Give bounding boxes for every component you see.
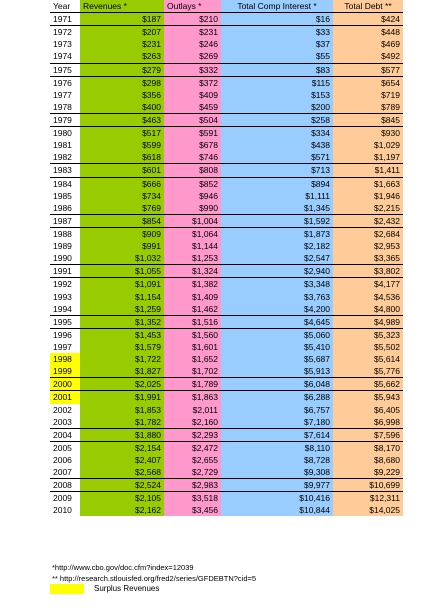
cell-interest: $7,614 [221, 428, 333, 441]
cell-revenues: $207 [80, 26, 164, 39]
cell-outlays: $504 [164, 113, 221, 126]
cell-year: 1997 [50, 341, 80, 353]
header-interest: Total Comp Interest * [221, 0, 333, 13]
table-row [50, 328, 403, 341]
table-row [50, 404, 403, 416]
cell-outlays: $269 [164, 50, 221, 63]
table-row [50, 26, 403, 39]
table-row [50, 190, 403, 202]
legend [50, 583, 250, 595]
cell-debt: $1,411 [333, 164, 403, 177]
table-row [50, 441, 403, 454]
table-row [50, 127, 403, 140]
cell-debt: $3,365 [333, 252, 403, 265]
cell-revenues: $601 [80, 164, 164, 177]
cell-interest: $3,348 [221, 278, 333, 291]
cell-interest: $37 [221, 38, 333, 50]
cell-debt: $2,215 [333, 202, 403, 215]
table-row [50, 291, 403, 303]
table-row [50, 416, 403, 429]
table-row [50, 479, 403, 492]
table-row [50, 76, 403, 89]
cell-debt: $577 [333, 63, 403, 76]
cell-revenues: $769 [80, 202, 164, 215]
cell-debt: $5,502 [333, 341, 403, 353]
cell-outlays: $1,789 [164, 378, 221, 391]
cell-revenues: $1,722 [80, 353, 164, 365]
table-row [50, 101, 403, 114]
cell-outlays: $210 [164, 13, 221, 26]
cell-year: 2006 [50, 454, 80, 466]
cell-outlays: $2,011 [164, 404, 221, 416]
cell-outlays: $2,472 [164, 441, 221, 454]
table-row [50, 240, 403, 252]
cell-revenues: $1,880 [80, 428, 164, 441]
cell-interest: $9,308 [221, 466, 333, 479]
cell-revenues: $734 [80, 190, 164, 202]
table-row [50, 13, 403, 26]
cell-outlays: $2,293 [164, 428, 221, 441]
cell-outlays: $1,004 [164, 214, 221, 227]
cell-debt: $5,776 [333, 365, 403, 378]
cell-outlays: $332 [164, 63, 221, 76]
cell-debt: $5,662 [333, 378, 403, 391]
cell-revenues: $187 [80, 13, 164, 26]
cell-outlays: $678 [164, 139, 221, 151]
cell-year: 1972 [50, 26, 80, 39]
cell-debt: $1,029 [333, 139, 403, 151]
cell-debt: $2,684 [333, 227, 403, 240]
cell-debt: $9,229 [333, 466, 403, 479]
cell-interest: $5,913 [221, 365, 333, 378]
table-row [50, 303, 403, 316]
cell-interest: $6,048 [221, 378, 333, 391]
cell-revenues: $231 [80, 38, 164, 50]
table-row [50, 265, 403, 278]
cell-debt: $14,025 [333, 504, 403, 516]
cell-debt: $3,802 [333, 265, 403, 278]
cell-outlays: $459 [164, 101, 221, 114]
cell-year: 1986 [50, 202, 80, 215]
cell-outlays: $808 [164, 164, 221, 177]
cell-interest: $153 [221, 89, 333, 101]
cell-year: 2007 [50, 466, 80, 479]
cell-year: 2008 [50, 479, 80, 492]
table-row [50, 202, 403, 215]
cell-year: 1975 [50, 63, 80, 76]
cell-debt: $7,596 [333, 428, 403, 441]
cell-year: 2003 [50, 416, 80, 429]
cell-outlays: $1,253 [164, 252, 221, 265]
cell-year: 1985 [50, 190, 80, 202]
cell-year: 2009 [50, 492, 80, 505]
cell-outlays: $1,560 [164, 328, 221, 341]
cell-debt: $930 [333, 127, 403, 140]
cell-year: 1978 [50, 101, 80, 114]
cell-debt: $2,953 [333, 240, 403, 252]
table-row [50, 151, 403, 164]
legend-label: Surplus Revenues [94, 584, 160, 593]
cell-year: 1976 [50, 76, 80, 89]
cell-outlays: $1,652 [164, 353, 221, 365]
cell-interest: $571 [221, 151, 333, 164]
table-row [50, 214, 403, 227]
cell-revenues: $1,032 [80, 252, 164, 265]
legend-swatch [50, 584, 84, 594]
cell-outlays: $409 [164, 89, 221, 101]
cell-revenues: $2,105 [80, 492, 164, 505]
cell-year: 1989 [50, 240, 80, 252]
cell-year: 1996 [50, 328, 80, 341]
header-debt: Total Debt ** [333, 0, 403, 13]
cell-revenues: $400 [80, 101, 164, 114]
cell-revenues: $356 [80, 89, 164, 101]
cell-interest: $7,180 [221, 416, 333, 429]
cell-interest: $6,757 [221, 404, 333, 416]
cell-year: 1988 [50, 227, 80, 240]
cell-year: 1984 [50, 177, 80, 190]
cell-year: 1980 [50, 127, 80, 140]
cell-revenues: $2,154 [80, 441, 164, 454]
footnotes [52, 562, 256, 584]
table-row [50, 492, 403, 505]
cell-interest: $16 [221, 13, 333, 26]
cell-interest: $894 [221, 177, 333, 190]
cell-debt: $6,405 [333, 404, 403, 416]
cell-revenues: $666 [80, 177, 164, 190]
header-revenues: Revenues * [80, 0, 164, 13]
cell-debt: $6,998 [333, 416, 403, 429]
cell-revenues: $1,991 [80, 391, 164, 404]
cell-revenues: $298 [80, 76, 164, 89]
cell-year: 1995 [50, 315, 80, 328]
cell-debt: $8,680 [333, 454, 403, 466]
cell-year: 1990 [50, 252, 80, 265]
cell-outlays: $246 [164, 38, 221, 50]
cell-year: 2001 [50, 391, 80, 404]
cell-year: 1992 [50, 278, 80, 291]
cell-year: 2002 [50, 404, 80, 416]
cell-debt: $469 [333, 38, 403, 50]
cell-outlays: $3,456 [164, 504, 221, 516]
cell-revenues: $1,091 [80, 278, 164, 291]
cell-revenues: $463 [80, 113, 164, 126]
cell-revenues: $263 [80, 50, 164, 63]
table-row [50, 341, 403, 353]
cell-outlays: $1,144 [164, 240, 221, 252]
cell-debt: $789 [333, 101, 403, 114]
cell-outlays: $852 [164, 177, 221, 190]
cell-interest: $8,728 [221, 454, 333, 466]
cell-outlays: $1,863 [164, 391, 221, 404]
cell-outlays: $2,160 [164, 416, 221, 429]
cell-interest: $1,873 [221, 227, 333, 240]
cell-year: 1998 [50, 353, 80, 365]
cell-revenues: $1,579 [80, 341, 164, 353]
cell-interest: $5,410 [221, 341, 333, 353]
table-row [50, 466, 403, 479]
cell-interest: $2,547 [221, 252, 333, 265]
cell-debt: $4,989 [333, 315, 403, 328]
cell-year: 1977 [50, 89, 80, 101]
cell-interest: $4,645 [221, 315, 333, 328]
cell-year: 2004 [50, 428, 80, 441]
cell-revenues: $909 [80, 227, 164, 240]
cell-outlays: $2,655 [164, 454, 221, 466]
table-row [50, 391, 403, 404]
table-row [50, 454, 403, 466]
cell-revenues: $2,568 [80, 466, 164, 479]
cell-outlays: $1,702 [164, 365, 221, 378]
cell-debt: $2,432 [333, 214, 403, 227]
cell-debt: $719 [333, 89, 403, 101]
table-row [50, 504, 403, 516]
cell-debt: $8,170 [333, 441, 403, 454]
cell-outlays: $746 [164, 151, 221, 164]
table-body [50, 0, 403, 516]
cell-outlays: $2,729 [164, 466, 221, 479]
cell-revenues: $2,162 [80, 504, 164, 516]
table-row [50, 227, 403, 240]
cell-interest: $5,060 [221, 328, 333, 341]
cell-year: 1991 [50, 265, 80, 278]
cell-outlays: $946 [164, 190, 221, 202]
cell-revenues: $2,025 [80, 378, 164, 391]
cell-debt: $4,177 [333, 278, 403, 291]
table-row [50, 177, 403, 190]
cell-interest: $4,200 [221, 303, 333, 316]
cell-year: 2005 [50, 441, 80, 454]
cell-interest: $83 [221, 63, 333, 76]
cell-outlays: $372 [164, 76, 221, 89]
cell-debt: $10,699 [333, 479, 403, 492]
cell-year: 2000 [50, 378, 80, 391]
cell-year: 1971 [50, 13, 80, 26]
cell-revenues: $2,407 [80, 454, 164, 466]
cell-revenues: $1,453 [80, 328, 164, 341]
cell-debt: $5,943 [333, 391, 403, 404]
cell-year: 1974 [50, 50, 80, 63]
cell-interest: $2,940 [221, 265, 333, 278]
cell-debt: $448 [333, 26, 403, 39]
cell-interest: $6,288 [221, 391, 333, 404]
cell-outlays: $231 [164, 26, 221, 39]
table-row [50, 365, 403, 378]
footnote-cbo: *http://www.cbo.gov/doc.cfm?index=12039 [52, 563, 194, 572]
cell-interest: $1,111 [221, 190, 333, 202]
cell-interest: $200 [221, 101, 333, 114]
cell-interest: $1,345 [221, 202, 333, 215]
header-year: Year [50, 0, 80, 13]
cell-debt: $845 [333, 113, 403, 126]
cell-revenues: $1,853 [80, 404, 164, 416]
cell-revenues: $1,259 [80, 303, 164, 316]
cell-outlays: $1,064 [164, 227, 221, 240]
cell-year: 1973 [50, 38, 80, 50]
cell-debt: $5,323 [333, 328, 403, 341]
cell-revenues: $1,352 [80, 315, 164, 328]
cell-interest: $334 [221, 127, 333, 140]
cell-interest: $10,416 [221, 492, 333, 505]
cell-interest: $3,763 [221, 291, 333, 303]
table-row [50, 428, 403, 441]
cell-outlays: $990 [164, 202, 221, 215]
table-row [50, 50, 403, 63]
table-row [50, 252, 403, 265]
cell-interest: $115 [221, 76, 333, 89]
cell-outlays: $3,518 [164, 492, 221, 505]
table-row [50, 378, 403, 391]
cell-revenues: $1,827 [80, 365, 164, 378]
cell-outlays: $1,409 [164, 291, 221, 303]
cell-revenues: $2,524 [80, 479, 164, 492]
cell-year: 1983 [50, 164, 80, 177]
cell-revenues: $991 [80, 240, 164, 252]
cell-revenues: $854 [80, 214, 164, 227]
cell-outlays: $1,324 [164, 265, 221, 278]
cell-debt: $424 [333, 13, 403, 26]
cell-interest: $713 [221, 164, 333, 177]
cell-revenues: $517 [80, 127, 164, 140]
table-row [50, 89, 403, 101]
cell-year: 1981 [50, 139, 80, 151]
cell-year: 1979 [50, 113, 80, 126]
cell-debt: $12,311 [333, 492, 403, 505]
cell-revenues: $1,782 [80, 416, 164, 429]
table-row [50, 63, 403, 76]
cell-year: 2010 [50, 504, 80, 516]
cell-debt: $1,197 [333, 151, 403, 164]
cell-year: 1999 [50, 365, 80, 378]
cell-interest: $438 [221, 139, 333, 151]
cell-debt: $492 [333, 50, 403, 63]
cell-outlays: $591 [164, 127, 221, 140]
cell-interest: $33 [221, 26, 333, 39]
cell-debt: $654 [333, 76, 403, 89]
cell-outlays: $1,462 [164, 303, 221, 316]
table-row [50, 113, 403, 126]
cell-year: 1987 [50, 214, 80, 227]
header-row [50, 0, 403, 13]
cell-outlays: $1,516 [164, 315, 221, 328]
cell-revenues: $599 [80, 139, 164, 151]
cell-interest: $8,110 [221, 441, 333, 454]
cell-interest: $10,844 [221, 504, 333, 516]
cell-debt: $5,614 [333, 353, 403, 365]
table-row [50, 315, 403, 328]
table-row [50, 139, 403, 151]
cell-outlays: $2,983 [164, 479, 221, 492]
cell-revenues: $1,055 [80, 265, 164, 278]
cell-debt: $1,946 [333, 190, 403, 202]
cell-interest: $1,592 [221, 214, 333, 227]
cell-interest: $9,977 [221, 479, 333, 492]
cell-year: 1993 [50, 291, 80, 303]
cell-debt: $4,536 [333, 291, 403, 303]
cell-outlays: $1,601 [164, 341, 221, 353]
cell-interest: $5,687 [221, 353, 333, 365]
cell-debt: $1,663 [333, 177, 403, 190]
cell-debt: $4,800 [333, 303, 403, 316]
table-row [50, 353, 403, 365]
footnote-fred: ** http://research.stlouisfed.org/fred2/series/GFDEBTN?cid=5 [52, 574, 257, 583]
cell-outlays: $1,382 [164, 278, 221, 291]
cell-revenues: $1,154 [80, 291, 164, 303]
table-row [50, 38, 403, 50]
cell-revenues: $618 [80, 151, 164, 164]
cell-revenues: $279 [80, 63, 164, 76]
budget-table [50, 0, 403, 516]
header-outlays: Outlays * [164, 0, 221, 13]
cell-year: 1994 [50, 303, 80, 316]
table-row [50, 278, 403, 291]
cell-interest: $2,182 [221, 240, 333, 252]
table-row [50, 164, 403, 177]
cell-year: 1982 [50, 151, 80, 164]
cell-interest: $55 [221, 50, 333, 63]
cell-interest: $258 [221, 113, 333, 126]
